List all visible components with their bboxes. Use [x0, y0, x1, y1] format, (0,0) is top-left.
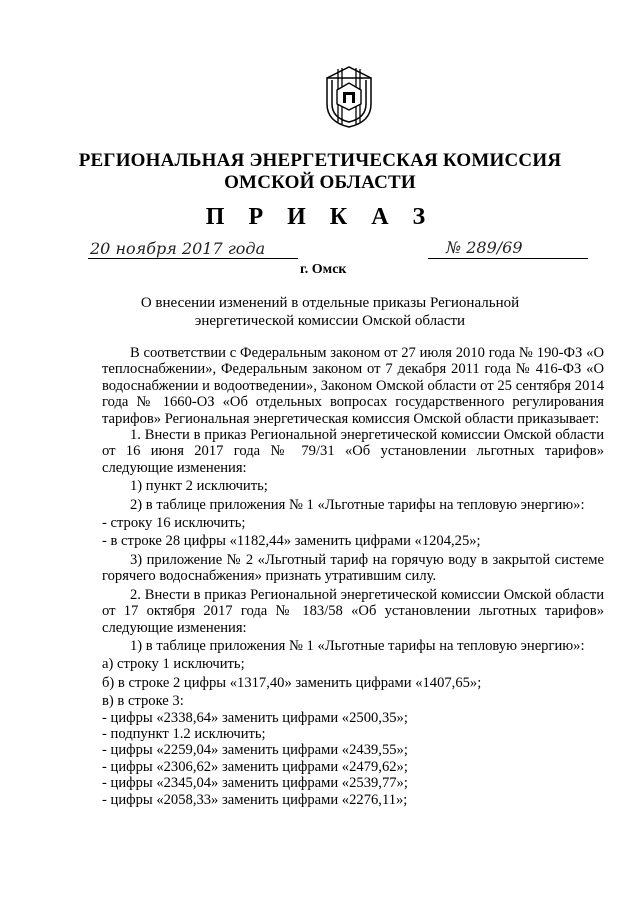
- order-date: 20 ноября 2017 года: [90, 239, 266, 258]
- preamble-paragraph: В соответствии с Федеральным законом от 27 июля 2010 года № 190-ФЗ «О теплоснабжении», Федеральным законом от 7 декабря 2011 года № 416-ФЗ «О водоснабжении и водоотведении», Законом Омской области от 25 сентября 2014 года № 1660-ОЗ «Об отдельных вопросах государственного регулирования тарифов» Региональная энергетическая комиссия Омской области приказывает:: [102, 345, 604, 427]
- item-2-sub-1-c-line5: - цифры «2345,04» заменить цифрами «2539,77»;: [102, 775, 408, 792]
- item-2-sub-1: 1) в таблице приложения № 1 «Льготные тарифы на тепловую энергию»:: [130, 637, 585, 654]
- item-2-sub-1-c-line2: - подпункт 1.2 исключить;: [102, 725, 266, 742]
- item-1-sub-2: 2) в таблице приложения № 1 «Льготные тарифы на тепловую энергию»:: [130, 496, 585, 513]
- item-2-sub-1-c-line4: - цифры «2306,62» заменить цифрами «2479,62»;: [102, 758, 408, 775]
- order-number: № 289/69: [446, 238, 523, 257]
- organization-name-line1: РЕГИОНАЛЬНАЯ ЭНЕРГЕТИЧЕСКАЯ КОМИССИЯ: [78, 150, 562, 171]
- item-1-sub-2-line-b: - в строке 28 цифры «1182,44» заменить цифрами «1204,25»;: [102, 533, 481, 550]
- item-1-sub-3: 3) приложение № 2 «Льготный тариф на горячую воду в закрытой системе горячего водоснабжения» признать утратившим силу.: [102, 551, 604, 585]
- subject-line1: О внесении изменений в отдельные приказы Региональной: [140, 295, 520, 311]
- item-1-paragraph: 1. Внести в приказ Региональной энергетической комиссии Омской области от 16 июня 2017 года № 79/31 «Об установлении льготных тарифов» следующие изменения:: [102, 427, 604, 476]
- subject-line2: энергетической комиссии Омской области: [194, 313, 466, 329]
- date-underline: [88, 258, 298, 259]
- document-type-title: П Р И К А З: [205, 204, 435, 230]
- number-underline: [428, 258, 588, 259]
- order-body: [102, 345, 604, 808]
- city-label: г. Омск: [300, 262, 347, 277]
- item-2-sub-1-b: б) в строке 2 цифры «1317,40» заменить цифрами «1407,65»;: [102, 674, 482, 691]
- item-2-sub-1-c: в) в строке 3:: [102, 693, 184, 710]
- item-2-sub-1-c-line3: - цифры «2259,04» заменить цифрами «2439,55»;: [102, 742, 408, 759]
- item-2-sub-1-c-line1: - цифры «2338,64» заменить цифрами «2500,35»;: [102, 709, 408, 726]
- item-2-sub-1-a: а) строку 1 исключить;: [102, 656, 245, 673]
- coat-of-arms-icon: [324, 64, 374, 128]
- order-subject: [130, 294, 530, 330]
- item-1-sub-2-line-a: - строку 16 исключить;: [102, 515, 246, 532]
- item-1-sub-1: 1) пункт 2 исключить;: [130, 478, 268, 495]
- item-2-sub-1-c-line6: - цифры «2058,33» заменить цифрами «2276,11»;: [102, 791, 408, 808]
- organization-name-line2: ОМСКОЙ ОБЛАСТИ: [224, 172, 416, 193]
- item-2-paragraph: 2. Внести в приказ Региональной энергетической комиссии Омской области от 17 октября 2017 года № 183/58 «Об установлении льготных тарифов» следующие изменения:: [102, 586, 604, 636]
